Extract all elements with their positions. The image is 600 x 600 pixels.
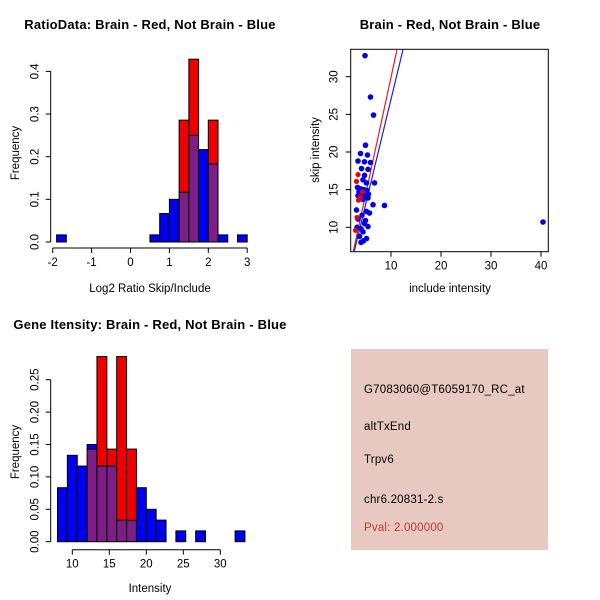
hist-bar-blue: [150, 235, 160, 242]
x-tick-label: 30: [213, 558, 227, 571]
hist-bar-blue: [237, 235, 247, 242]
hist-bar-overlap: [117, 520, 127, 542]
hist-bar-blue: [235, 531, 245, 542]
fit-lines: [353, 50, 403, 252]
y-tick-label: 0.4: [29, 63, 42, 80]
y-tick-label: 0.2: [29, 148, 42, 165]
y-tick-label: 0.00: [29, 530, 42, 553]
ratio-histogram-plot: [0, 0, 300, 300]
y-tick-label: 0.20: [29, 400, 42, 424]
scatter-point-blue: [372, 180, 378, 186]
intensity-scatter-panel: [300, 0, 600, 300]
gene-info-box: [351, 349, 548, 550]
hist-bar-red: [189, 59, 199, 135]
hist-bar-blue: [146, 509, 156, 541]
gene-symbol-text: Trpv6: [364, 454, 394, 466]
hist-bar-red: [179, 120, 189, 192]
hist-bar-blue: [67, 455, 77, 541]
hist-bar-overlap: [189, 135, 199, 242]
y-tick-label: 15: [328, 183, 341, 197]
intensity-scatter-ylabel: skip intensity: [310, 117, 322, 183]
x-tick-label: 40: [534, 260, 548, 273]
hist-bar-overlap: [208, 164, 218, 242]
hist-bar-red: [117, 357, 127, 521]
locus-text: chr6.20831-2.s: [364, 494, 444, 506]
hist-bar-blue: [57, 235, 67, 242]
gene-info-panel: [300, 300, 600, 600]
hist-bar-blue: [176, 531, 186, 542]
hist-bar-blue: [196, 531, 206, 542]
scatter-point-blue: [354, 207, 360, 213]
scatter-point-red: [354, 179, 359, 184]
x-tick-label: 25: [176, 558, 190, 571]
hist-bar-blue: [199, 150, 209, 242]
hist-bar-overlap: [107, 466, 117, 542]
hist-bar-red: [208, 120, 218, 164]
x-tick-label: 0: [127, 257, 134, 269]
hist-bar-overlap: [179, 192, 189, 242]
scatter-point-blue: [359, 166, 365, 172]
scatter-point-blue: [365, 167, 371, 173]
y-tick-label: 30: [328, 70, 341, 84]
brain-fit-line: [353, 50, 397, 252]
y-tick-label: 0.3: [29, 106, 42, 123]
y-tick-label: 0.0: [29, 234, 42, 250]
gene-intensity-histogram-panel: [0, 300, 300, 600]
x-tick-label: 10: [384, 260, 398, 273]
event-type-text: altTxEnd: [364, 421, 411, 433]
scatter-point-red: [354, 215, 359, 220]
intensity-scatter-title: Brain - Red, Not Brain - Blue: [359, 17, 541, 32]
hist-bar-blue: [58, 488, 68, 542]
scatter-point-blue: [365, 152, 371, 158]
scatter-point-red: [360, 189, 365, 194]
hist-bar-overlap: [97, 466, 107, 542]
hist-bar-red: [127, 449, 137, 520]
hist-bar-blue: [169, 199, 179, 242]
ratio-histogram-panel: [0, 0, 300, 300]
gene-intensity-histogram-plot: [0, 300, 300, 600]
hist-bar-red: [97, 357, 107, 467]
scatter-point-red: [355, 172, 360, 177]
scatter-point-blue: [358, 151, 364, 157]
x-tick-label: 1: [166, 257, 173, 269]
hist-bar-blue: [87, 445, 97, 450]
x-tick-label: 30: [484, 260, 498, 273]
x-tick-label: 10: [65, 558, 79, 571]
ratio-histogram-xlabel: Log2 Ratio Skip/Include: [89, 283, 211, 295]
x-tick-label: 15: [102, 558, 116, 571]
histogram-bars: [58, 357, 245, 542]
scatter-points: [353, 53, 546, 245]
y-tick-label: 0.10: [29, 465, 42, 489]
hist-bar-blue: [218, 235, 228, 242]
hist-bar-overlap: [87, 449, 97, 542]
scatter-point-blue: [370, 202, 376, 208]
scatter-point-blue: [371, 112, 377, 118]
not-brain-fit-line: [354, 50, 403, 252]
y-tick-label: 0.25: [29, 368, 42, 391]
gene-intensity-xlabel: Intensity: [128, 583, 172, 595]
scatter-point-blue: [365, 195, 371, 201]
y-tick-label: 0.15: [29, 433, 42, 456]
y-tick-label: 10: [328, 220, 341, 234]
y-tick-label: 0.1: [29, 191, 42, 208]
hist-bar-overlap: [127, 520, 137, 542]
scatter-point-blue: [358, 240, 364, 246]
scatter-point-blue: [357, 234, 363, 240]
y-tick-label: 20: [328, 145, 341, 159]
x-tick-label: 2: [205, 257, 212, 269]
intensity-scatter-xlabel: include intensity: [409, 283, 491, 295]
scatter-point-blue: [364, 180, 370, 186]
y-tick-label: 25: [328, 107, 341, 121]
scatter-point-blue: [362, 159, 368, 165]
probe-id-text: G7083060@T6059170_RC_at: [364, 384, 525, 396]
ratio-histogram-title: RatioData: Brain - Red, Not Brain - Blue: [24, 17, 276, 32]
x-tick-label: 3: [243, 257, 251, 269]
hist-bar-red: [107, 449, 117, 466]
scatter-point-blue: [355, 158, 361, 164]
scatter-point-blue: [540, 219, 546, 225]
x-tick-label: -1: [86, 257, 97, 269]
scatter-point-blue: [367, 210, 373, 216]
histogram-bars: [57, 59, 248, 242]
hist-bar-blue: [156, 520, 166, 542]
scatter-point-blue: [365, 224, 371, 230]
scatter-point-red: [353, 228, 358, 233]
y-tick-label: 0.05: [29, 498, 42, 521]
hist-bar-blue: [77, 466, 87, 542]
scatter-point-blue: [360, 229, 366, 235]
pval-text: Pval: 2.000000: [364, 522, 444, 534]
scatter-point-blue: [368, 94, 374, 100]
scatter-point-red: [356, 198, 361, 203]
scatter-point-blue: [362, 53, 368, 59]
ratio-histogram-ylabel: Frequency: [10, 125, 22, 181]
scatter-point-blue: [382, 203, 388, 209]
x-tick-label: -2: [47, 257, 58, 269]
intensity-scatter-plot: [300, 0, 600, 300]
x-tick-label: 20: [139, 558, 153, 571]
scatter-point-blue: [363, 142, 369, 148]
x-tick-label: 20: [434, 260, 448, 273]
scatter-point-blue: [368, 160, 374, 166]
gene-intensity-ylabel: Frequency: [10, 424, 22, 480]
plot-box: [351, 49, 549, 251]
gene-intensity-title: Gene Itensity: Brain - Red, Not Brain - Blue: [13, 317, 287, 332]
hist-bar-blue: [160, 214, 170, 242]
hist-bar-blue: [136, 488, 146, 542]
